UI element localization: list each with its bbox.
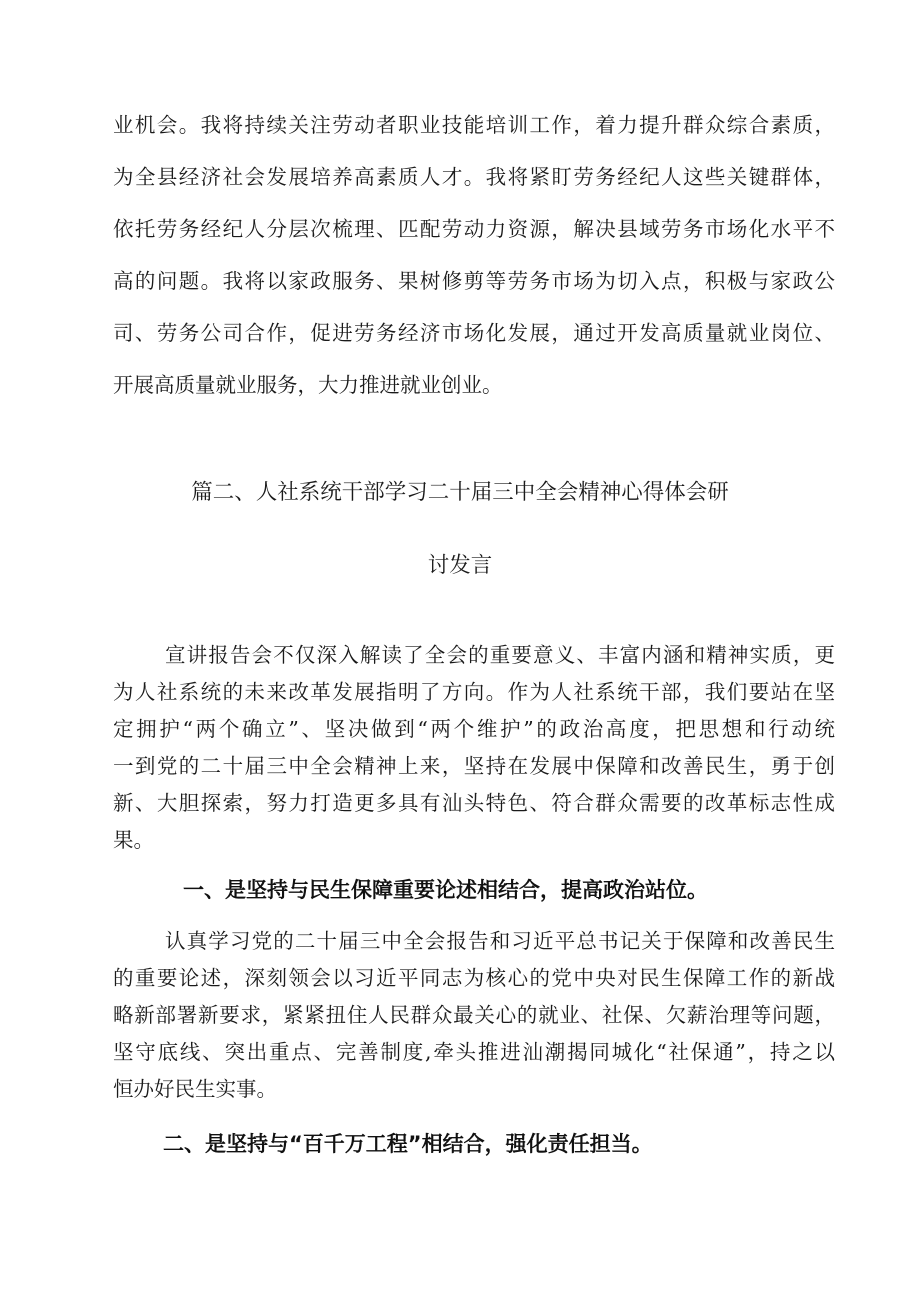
section-heading-1: 一、是坚持与民生保障重要论述相结合，提高政治站位。 <box>183 878 708 902</box>
paragraph-line: 高的问题。我将以家政服务、果树修剪等劳务市场为切入点，积极与家政公 <box>113 269 835 293</box>
paragraph-line: 认真学习党的二十届三中全会报告和习近平总书记关于保障和改善民生 <box>165 929 835 953</box>
paragraph-line: 定拥护“两个确立”、坚决做到“两个维护”的政治高度，把思想和行动统 <box>113 717 835 741</box>
paragraph-line: 宣讲报告会不仅深入解读了全会的重要意义、丰富内涵和精神实质，更 <box>165 643 835 667</box>
paragraph-line: 略新部署新要求，紧紧扭住人民群众最关心的就业、社保、欠薪治理等问题， <box>113 1003 835 1027</box>
paragraph-line: 新、大胆探索，努力打造更多具有汕头特色、符合群众需要的改革标志性成 <box>113 791 835 815</box>
article-title-line-2: 讨发言 <box>427 553 493 578</box>
paragraph-line: 开展高质量就业服务，大力推进就业创业。 <box>113 373 503 397</box>
paragraph-line: 为人社系统的未来改革发展指明了方向。作为人社系统干部，我们要站在坚 <box>113 680 835 704</box>
paragraph-line: 恒办好民生实事。 <box>113 1077 277 1101</box>
paragraph-line: 业机会。我将持续关注劳动者职业技能培训工作，着力提升群众综合素质， <box>113 113 835 137</box>
paragraph-line: 为全县经济社会发展培养高素质人才。我将紧盯劳务经纪人这些关键群体， <box>113 165 835 189</box>
paragraph-line: 依托劳务经纪人分层次梳理、匹配劳动力资源，解决县域劳务市场化水平不 <box>113 217 835 241</box>
paragraph-line: 果。 <box>113 828 154 852</box>
paragraph-line: 司、劳务公司合作，促进劳务经济市场化发展，通过开发高质量就业岗位、 <box>113 321 835 345</box>
paragraph-line: 坚守底线、突出重点、完善制度,牵头推进汕潮揭同城化“社保通”，持之以 <box>113 1040 835 1064</box>
paragraph-line: 的重要论述，深刻领会以习近平同志为核心的党中央对民生保障工作的新战 <box>113 966 835 990</box>
article-title-line-1: 篇二、人社系统干部学习二十届三中全会精神心得体会研 <box>191 480 729 505</box>
section-heading-2: 二、是坚持与“百千万工程”相结合，强化责任担当。 <box>163 1132 653 1156</box>
paragraph-line: 一到党的二十届三中全会精神上来，坚持在发展中保障和改善民生，勇于创 <box>113 754 835 778</box>
